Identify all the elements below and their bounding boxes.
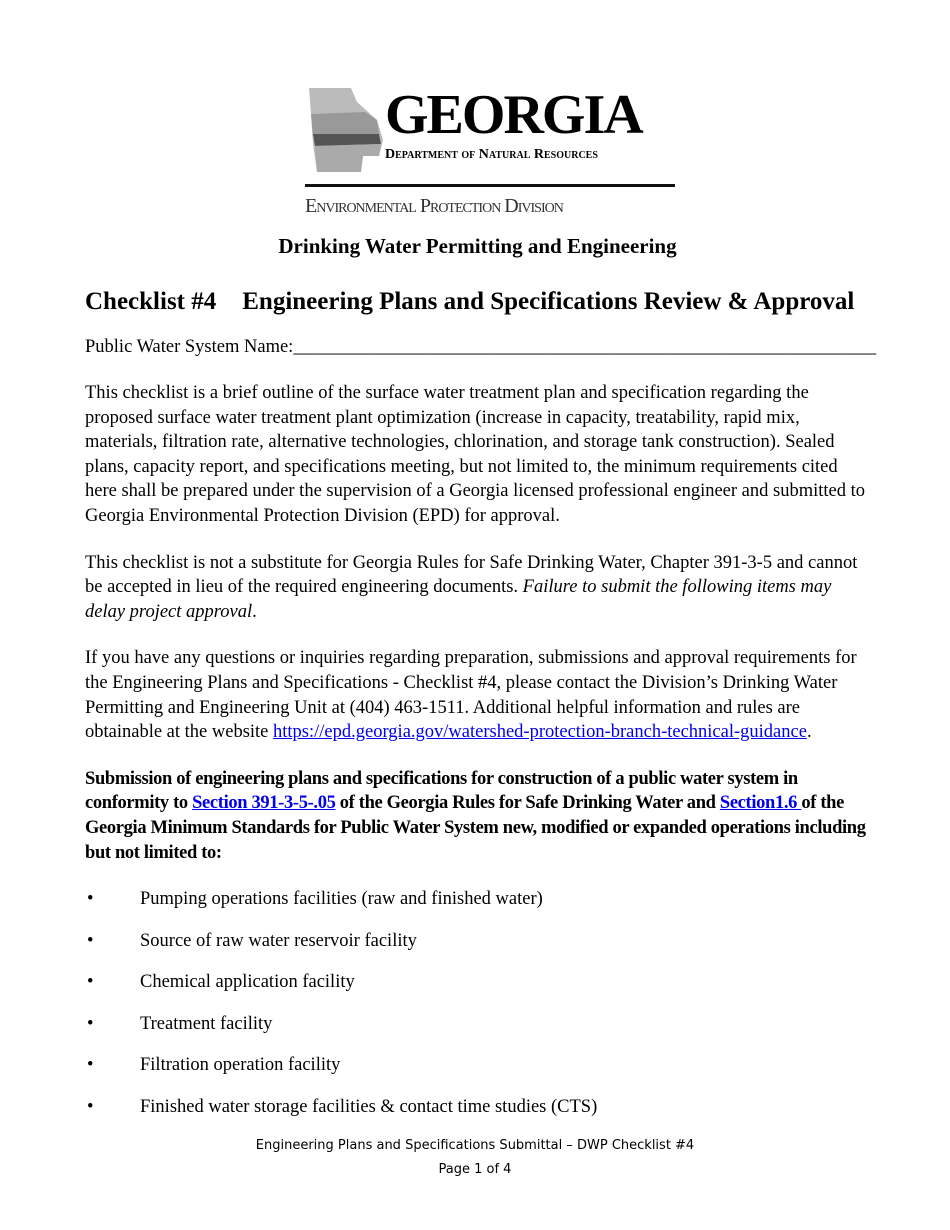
bullet-icon: • <box>87 1097 94 1118</box>
page-number: Page 1 of 4 <box>438 1161 512 1177</box>
contact-paragraph <box>85 646 870 744</box>
logo-rule <box>305 184 675 187</box>
intro-paragraph: This checklist is a brief outline of the surface water treatment plan and specification regarding the proposed surface water treatment plant optimization (increase in capacity, treatability, rapid mix, materials, filtration rate, alternative technologies, chlorination, and storage tank construction). Sealed plans, capacity report, and specifications meeting, but not limited to, the minimum requirements cited here shall be prepared under the supervision of a Georgia licensed professional engineer and submitted to Georgia Environmental Protection Division (EPD) for approval. <box>85 383 865 526</box>
checklist-name: Engineering Plans and Specifications Review & Approval <box>242 288 855 315</box>
contact-end: . <box>806 722 812 743</box>
footer-title: Engineering Plans and Specifications Submittal – DWP Checklist #4 <box>255 1137 695 1153</box>
list-item <box>85 1012 870 1036</box>
list-item-text: Finished water storage facilities & contact time studies (CTS) <box>140 1097 598 1118</box>
facility-list <box>85 887 870 1119</box>
logo-bottom <box>305 184 675 219</box>
list-item <box>85 887 870 911</box>
list-item <box>85 1095 870 1119</box>
list-item <box>85 970 870 994</box>
list-item <box>85 1053 870 1077</box>
submission-text-c: of the Georgia Minimum Standards for Public Water System new, modified or expanded operations including but not limited to: <box>85 793 866 863</box>
pws-name-field[interactable]: Public Water System Name:_______________________________________________________________ <box>85 337 877 357</box>
bullet-icon: • <box>87 1013 94 1034</box>
checklist-number: Checklist #4 <box>85 288 217 315</box>
page-footer <box>85 1137 870 1179</box>
list-item-text: Chemical application facility <box>140 972 355 993</box>
bullet-icon: • <box>87 1055 94 1076</box>
disclaimer-end: . <box>252 601 257 622</box>
list-item-text: Filtration operation facility <box>140 1055 341 1076</box>
logo-division: Environmental Protection Division <box>305 195 563 217</box>
logo-department: Department of Natural Resources <box>385 147 598 162</box>
bullet-icon: • <box>87 972 94 993</box>
unit-title: Drinking Water Permitting and Engineering <box>278 234 677 258</box>
section-1-6-link[interactable]: Section1.6 <box>719 793 802 814</box>
logo-text <box>385 84 675 164</box>
submission-paragraph <box>85 767 870 865</box>
georgia-map-icon <box>305 84 385 176</box>
disclaimer-text: This checklist is not a substitute for Georgia Rules for Safe Drinking Water, Chapter 391-3-5 and cannot be accepted in lieu of the required engineering documents. <box>85 552 858 598</box>
list-item-text: Treatment facility <box>140 1013 273 1034</box>
list-item-text: Pumping operations facilities (raw and finished water) <box>140 889 543 910</box>
submission-text-b: of the Georgia Rules for Safe Drinking Water and <box>335 793 720 814</box>
bullet-icon: • <box>87 889 94 910</box>
list-item <box>85 929 870 953</box>
logo-georgia: GEORGIA <box>385 84 642 146</box>
contact-text: If you have any questions or inquiries regarding preparation, submissions and approval requirements for the Engineering Plans and Specifications - Checklist #4, please contact the Division’s Drinking Water Permitting and Engineering Unit at (404) 463-1511. Additional helpful information and rules are obtainable at the website <box>85 648 857 743</box>
guidance-link[interactable]: https://epd.georgia.gov/watershed-protection-branch-technical-guidance <box>273 722 807 743</box>
disclaimer-paragraph <box>85 551 870 625</box>
bullet-icon: • <box>87 930 94 951</box>
checklist-title <box>85 287 870 317</box>
list-item-text: Source of raw water reservoir facility <box>140 930 417 951</box>
section-391-link[interactable]: Section 391-3-5-.05 <box>192 793 336 814</box>
disclaimer-warning: Failure to submit the following items may delay project approval <box>85 577 832 622</box>
georgia-epd-logo <box>305 84 675 176</box>
submission-text-a: Submission of engineering plans and specifications for construction of a public water system in conformity to <box>85 768 798 814</box>
